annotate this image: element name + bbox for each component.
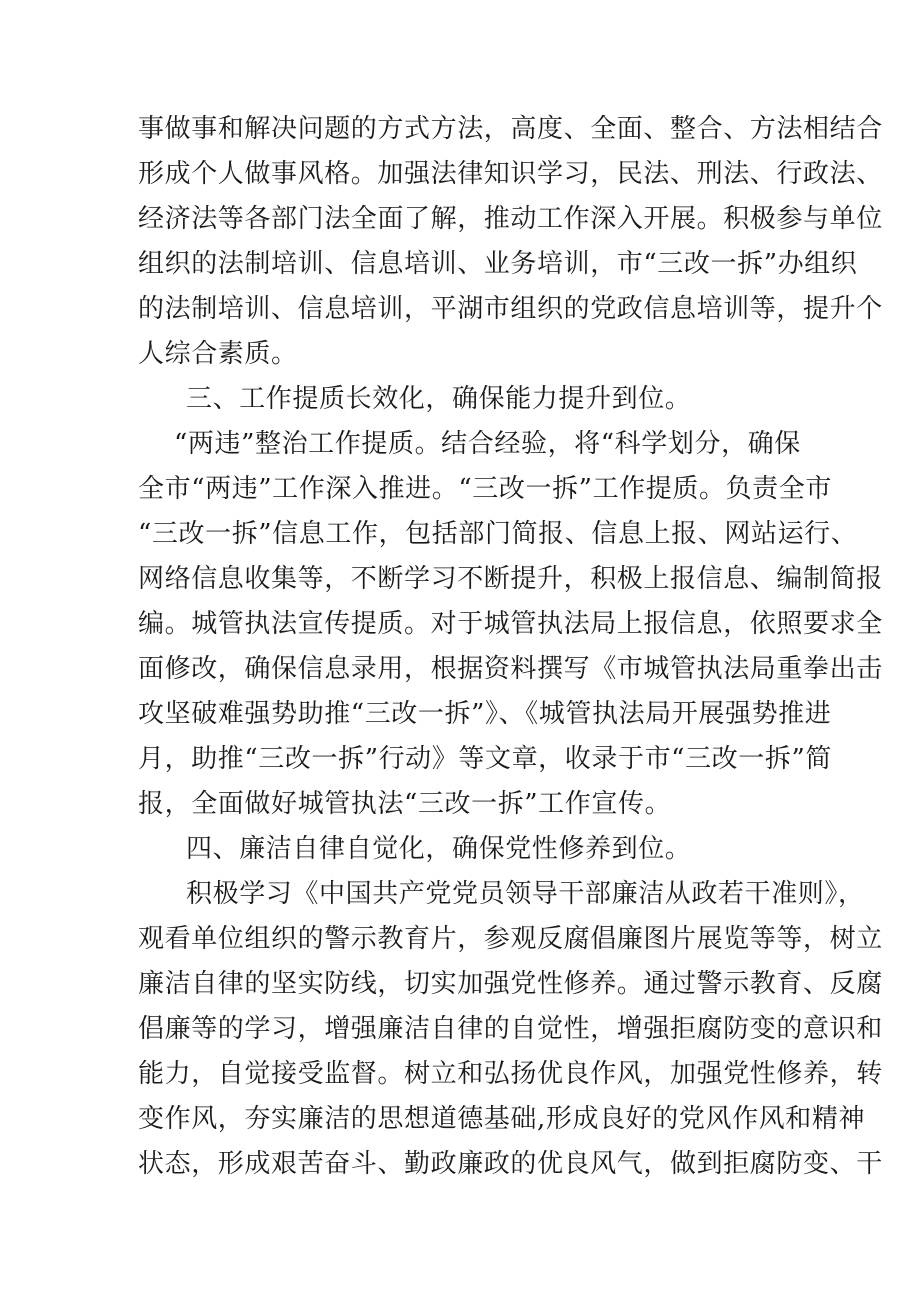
section-heading-3: 三、工作提质长效化，确保能力提升到位。 (186, 384, 692, 414)
text-line-14: 攻坚破难强势助推“三改一拆”》、《城管执法局开展强势推进 (138, 699, 832, 729)
text-line-10: “三改一拆”信息工作，包括部门简报、信息上报、网站运行、 (138, 519, 858, 549)
section-heading-4: 四、廉洁自律自觉化，确保党性修养到位。 (186, 834, 692, 864)
text-line-24: 状态，形成艰苦奋斗、勤政廉政的优良风气，做到拒腐防变、干 (138, 1149, 883, 1179)
text-line-21: 倡廉等的学习，增强廉洁自律的自觉性，增强拒腐防变的意识和 (138, 1014, 883, 1044)
text-line-6: 人综合素质。 (138, 339, 298, 369)
text-line-1: 事做事和解决问题的方式方法，高度、全面、整合、方法相结合 (138, 114, 883, 144)
text-line-22: 能力，自觉接受监督。树立和弘扬优良作风，加强党性修养，转 (138, 1059, 883, 1089)
text-line-11: 网络信息收集等，不断学习不断提升，积极上报信息、编制简报 (138, 564, 883, 594)
text-line-23: 变作风，夯实廉洁的思想道德基础,形成良好的党风作风和精神 (138, 1104, 866, 1134)
text-line-4: 组织的法制培训、信息培训、业务培训，市“三改一拆”办组织 (138, 249, 858, 279)
text-line-15: 月，助推“三改一拆”行动》等文章，收录于市“三改一拆”简 (138, 744, 832, 774)
text-line-13: 面修改，确保信息录用，根据资料撰写《市城管执法局重拳出击 (138, 654, 883, 684)
text-line-12: 编。城管执法宣传提质。对于城管执法局上报信息，依照要求全 (138, 609, 883, 639)
text-line-16: 报，全面做好城管执法“三改一拆”工作宣传。 (138, 789, 672, 819)
text-line-5: 的法制培训、信息培训，平湖市组织的党政信息培训等，提升个 (138, 294, 883, 324)
text-line-18: 积极学习《中国共产党党员领导干部廉洁从政若干准则》， (186, 879, 865, 909)
text-line-8: “两违”整治工作提质。结合经验，将“科学划分，确保 (174, 429, 801, 459)
text-line-3: 经济法等各部门法全面了解，推动工作深入开展。积极参与单位 (138, 204, 883, 234)
text-line-9: 全市“两违”工作深入推进。“三改一拆”工作提质。负责全市 (138, 474, 832, 504)
text-line-19: 观看单位组织的警示教育片，参观反腐倡廉图片展览等等，树立 (138, 924, 883, 954)
text-line-20: 廉洁自律的坚实防线，切实加强党性修养。通过警示教育、反腐 (138, 969, 883, 999)
text-line-2: 形成个人做事风格。加强法律知识学习，民法、刑法、行政法、 (138, 159, 883, 189)
